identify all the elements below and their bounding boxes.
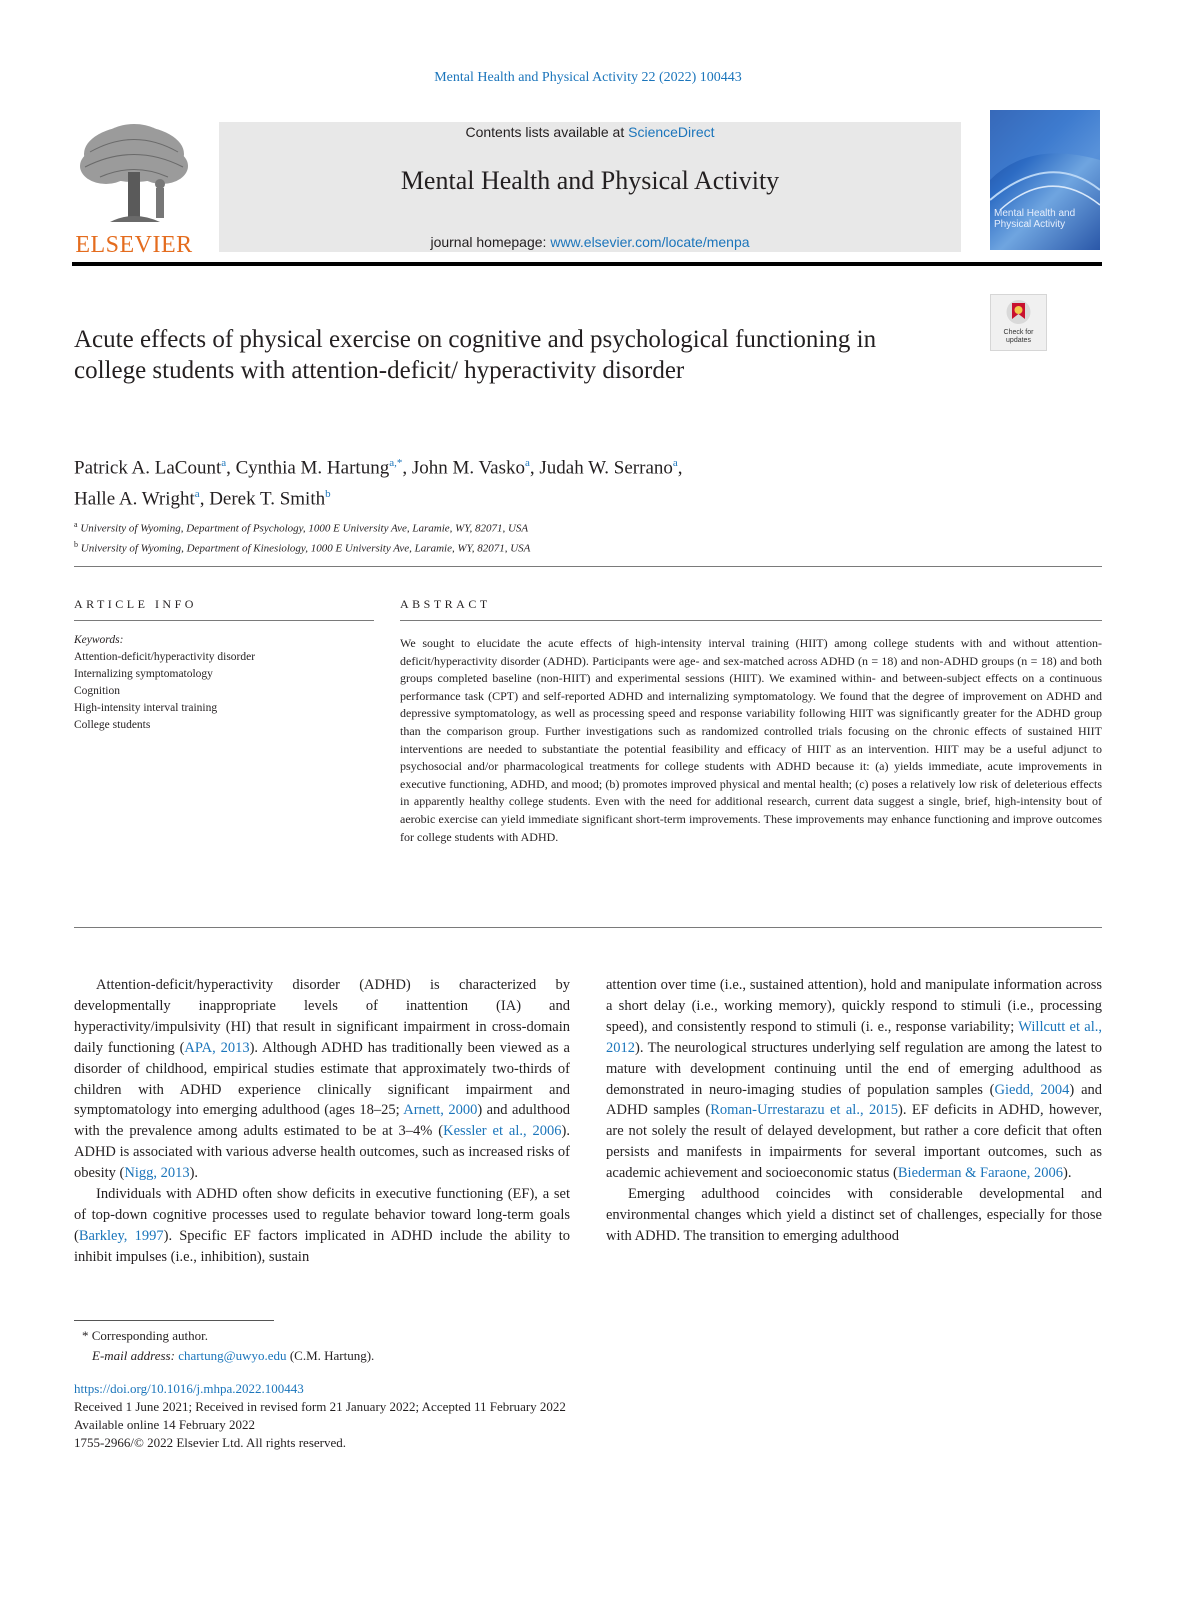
elsevier-logo: [70, 122, 198, 256]
abstract-text: We sought to elucidate the acute effects of high-intensity interval training (HIIT) among college students with and without attention-deficit/hyperactivity disorder (ADHD). Participants were age- and sex-matched across ADHD (n = 18) and non-ADHD groups (n = 18) and both groups completed baseline (non-HIIT) and experimental sessions (HIIT). We examined within- and between-subject effects on a continuous performance task (CPT) and self-reported ADHD and internalizing symptomatology. We found that the degree of improvement on ADHD and depressive symptomatology, as well as processing speed and response variability following HIIT was significantly greater for the ADHD group than the comparison group. Further investigations such as randomized controlled trials focusing on the chronic effects of sustained HIIT interventions are needed to substantiate the potential feasibility and efficacy of HIIT as an intervention. HIIT may be a useful adjunct to psychosocial and/or pharmacological treatments for college students with ADHD because it: (a) yields immediate, acute improvements in executive functioning, ADHD, and mood; (b) promotes improved physical and mental health; (c) poses a relatively low risk of deleterious effects in apparently healthy college students. Even with the need for additional research, current data suggest a single, brief, high-intensity bout of aerobic exercise can yield immediate significant short-term improvements. These improvements may enhance functioning and improve outcomes for college students with ADHD.: [400, 636, 1102, 844]
received-dates: Received 1 June 2021; Received in revised form 21 January 2022; Accepted 11 February 2022: [74, 1399, 566, 1414]
homepage-link[interactable]: www.elsevier.com/locate/menpa: [550, 234, 750, 250]
author-affiliation-marker[interactable]: b: [325, 488, 331, 501]
article-title: Acute effects of physical exercise on cognitive and psychological functioning in college students with attention-deficit/ hyperactivity disorder: [74, 326, 877, 384]
citation-link[interactable]: Willcutt et al., 2012: [606, 1018, 1102, 1056]
keyword: College students: [74, 719, 151, 731]
citation-link[interactable]: Giedd, 2004: [994, 1081, 1070, 1098]
corresponding-author-note: * Corresponding author.: [82, 1328, 209, 1343]
cover-graphic-icon: [990, 110, 1100, 210]
body-text: ) and adulthood with the prevalence among adults estimated to be at 3–4% (: [74, 1102, 570, 1140]
affiliation-line: [74, 517, 530, 537]
email-suffix: (C.M. Hartung).: [286, 1348, 375, 1363]
body-text: Emerging adulthood coincides with considerable developmental and environmental changes which yield a distinct set of challenges, especially for those with ADHD. The transition to emerging adulthood: [606, 1186, 1102, 1244]
article-info-heading: ARTICLE INFO: [74, 597, 197, 611]
abstract-divider: [74, 927, 1102, 928]
sciencedirect-link[interactable]: ScienceDirect: [628, 124, 715, 140]
body-text: ). Specific EF factors implicated in ADHD include the ability to inhibit impulses (i.e., inhibition), sustain: [74, 1227, 570, 1265]
body-text: ). The neurological structures underlying self regulation are among the latest to mature with development continuing until the end of emerging adulthood as demonstrated in neuro-imaging studies of population samples (: [606, 1039, 1102, 1098]
author-affiliation-marker[interactable]: a: [221, 457, 227, 469]
keyword: Cognition: [74, 685, 121, 697]
affiliation-line: [74, 537, 530, 557]
body-text: ). EF deficits in ADHD, however, are not solely the result of delayed development, but rather a core deficit that often persists and manifests in impairments for several important outcomes, such as academic achievement and socioeconomic status (: [606, 1102, 1103, 1182]
citation-link[interactable]: Barkley, 1997: [78, 1227, 164, 1244]
contents-line: [219, 124, 961, 140]
keyword: Internalizing symptomatology: [74, 668, 213, 680]
abstract-rule: [400, 620, 1102, 621]
homepage-line: [219, 234, 961, 250]
crossmark-label: Check for updates: [1003, 329, 1034, 344]
journal-masthead: [219, 122, 961, 252]
body-text: Attention-deficit/hyperactivity disorder (ADHD) is characterized by developmentally inappropriate levels of inattention (IA) and hyperactivity/impulsivity (HI) that result in significant impairment in cross-domain daily functioning (: [74, 977, 570, 1056]
citation-link[interactable]: Arnett, 2000: [403, 1102, 478, 1119]
author-name[interactable]: John M. Vasko: [411, 457, 525, 479]
doi-link[interactable]: https://doi.org/10.1016/j.mhpa.2022.100443: [74, 1381, 304, 1396]
body-paragraph: [606, 1184, 1102, 1247]
body-text: ) and ADHD samples (: [606, 1081, 1103, 1119]
affiliation-text: University of Wyoming, Department of Kinesiology, 1000 E University Ave, Laramie, WY, 82071, USA: [78, 542, 531, 555]
body-paragraph: [606, 975, 1102, 1184]
author-list: Patrick A. LaCount$^a$, Cynthia M. Hartung$^{a,*}$, John M. Vasko$^a$, Judah W. Serrano$^a$, Halle A. Wright$^a$, Derek T. Smith$^b$: [74, 457, 683, 510]
keyword-list: [74, 649, 374, 734]
elsevier-tree-icon: [70, 122, 198, 230]
footnotes: [74, 1326, 374, 1366]
affiliation-marker: b: [74, 539, 78, 549]
keywords-label: Keywords:: [74, 634, 124, 646]
cover-title: Mental Health and Physical Activity: [994, 208, 1076, 230]
keywords-block: [74, 632, 374, 734]
keyword: High-intensity interval training: [74, 702, 218, 714]
affiliation-text: University of Wyoming, Department of Psychology, 1000 E University Ave, Laramie, WY, 82071, USA: [77, 522, 529, 535]
contents-prefix: Contents lists available at: [465, 124, 629, 140]
crossmark-icon: [991, 295, 1046, 329]
citation-link[interactable]: Nigg, 2013: [124, 1165, 190, 1182]
article-info-rule: [74, 620, 374, 621]
footnote-rule: [74, 1320, 274, 1321]
keyword: Attention-deficit/hyperactivity disorder: [74, 651, 256, 663]
citation-link[interactable]: Roman-Urrestarazu et al., 2015: [710, 1102, 898, 1119]
body-column-left: [74, 975, 570, 1268]
author-affiliation-marker[interactable]: a: [194, 488, 200, 501]
email-label: E-mail address:: [92, 1348, 175, 1363]
body-column-right: [606, 975, 1102, 1247]
affiliations: [74, 517, 530, 556]
citation-link[interactable]: Biederman & Faraone, 2006: [897, 1165, 1063, 1182]
abstract-heading: ABSTRACT: [400, 597, 491, 611]
affiliation-marker: a: [74, 520, 78, 529]
copyright: 1755-2966/© 2022 Elsevier Ltd. All rights reserved.: [74, 1435, 346, 1450]
journal-title: Mental Health and Physical Activity: [400, 166, 780, 195]
publisher-name: ELSEVIER: [75, 232, 193, 258]
body-text: ).: [189, 1165, 199, 1182]
header-rule: [72, 262, 1102, 266]
author-affiliation-marker[interactable]: a: [672, 457, 678, 469]
homepage-prefix: journal homepage:: [430, 234, 551, 250]
email-line: [74, 1346, 374, 1366]
journal-citation[interactable]: Mental Health and Physical Activity 22 (2022) 100443: [434, 70, 742, 85]
author-name[interactable]: Patrick A. LaCount: [74, 457, 222, 479]
citation-link[interactable]: Kessler et al., 2006: [443, 1123, 562, 1140]
available-online: Available online 14 February 2022: [74, 1417, 255, 1432]
body-paragraph: [74, 1184, 570, 1268]
email-link[interactable]: chartung@uwyo.edu: [178, 1348, 287, 1363]
journal-cover-image: [990, 110, 1100, 250]
author-name[interactable]: Halle A. Wright: [74, 488, 195, 510]
publication-meta: [74, 1380, 566, 1452]
author-affiliation-marker[interactable]: a: [524, 457, 530, 469]
author-name[interactable]: Cynthia M. Hartung: [235, 457, 390, 479]
check-for-updates-button[interactable]: [990, 294, 1047, 351]
author-affiliation-marker[interactable]: a,*: [389, 457, 403, 469]
body-paragraph: [74, 975, 570, 1184]
author-name[interactable]: Derek T. Smith: [209, 488, 326, 510]
body-text: attention over time (i.e., sustained attention), hold and manipulate information across a short delay (i.e., working memory), quickly respond to stimuli (i.e., processing speed), and consistently respond to stimuli (i. e., response variability;: [606, 977, 1102, 1035]
body-text: Individuals with ADHD often show deficits in executive functioning (EF), a set of top-down cognitive processes used to regulate behavior toward long-term goals (: [74, 1186, 570, 1244]
author-name[interactable]: Judah W. Serrano: [539, 457, 673, 479]
body-text: ).: [1062, 1165, 1072, 1182]
body-text: ). ADHD is associated with various adverse health outcomes, such as increased risks of obesity (: [74, 1123, 571, 1182]
citation-link[interactable]: APA, 2013: [184, 1039, 250, 1056]
body-text: ). Although ADHD has traditionally been viewed as a disorder of childhood, empirical studies estimate that approximately two-thirds of children with ADHD experience clinically significant impairment and symptomatology into emerging adulthood (ages 18–25;: [74, 1039, 570, 1119]
title-divider: [74, 566, 1102, 567]
